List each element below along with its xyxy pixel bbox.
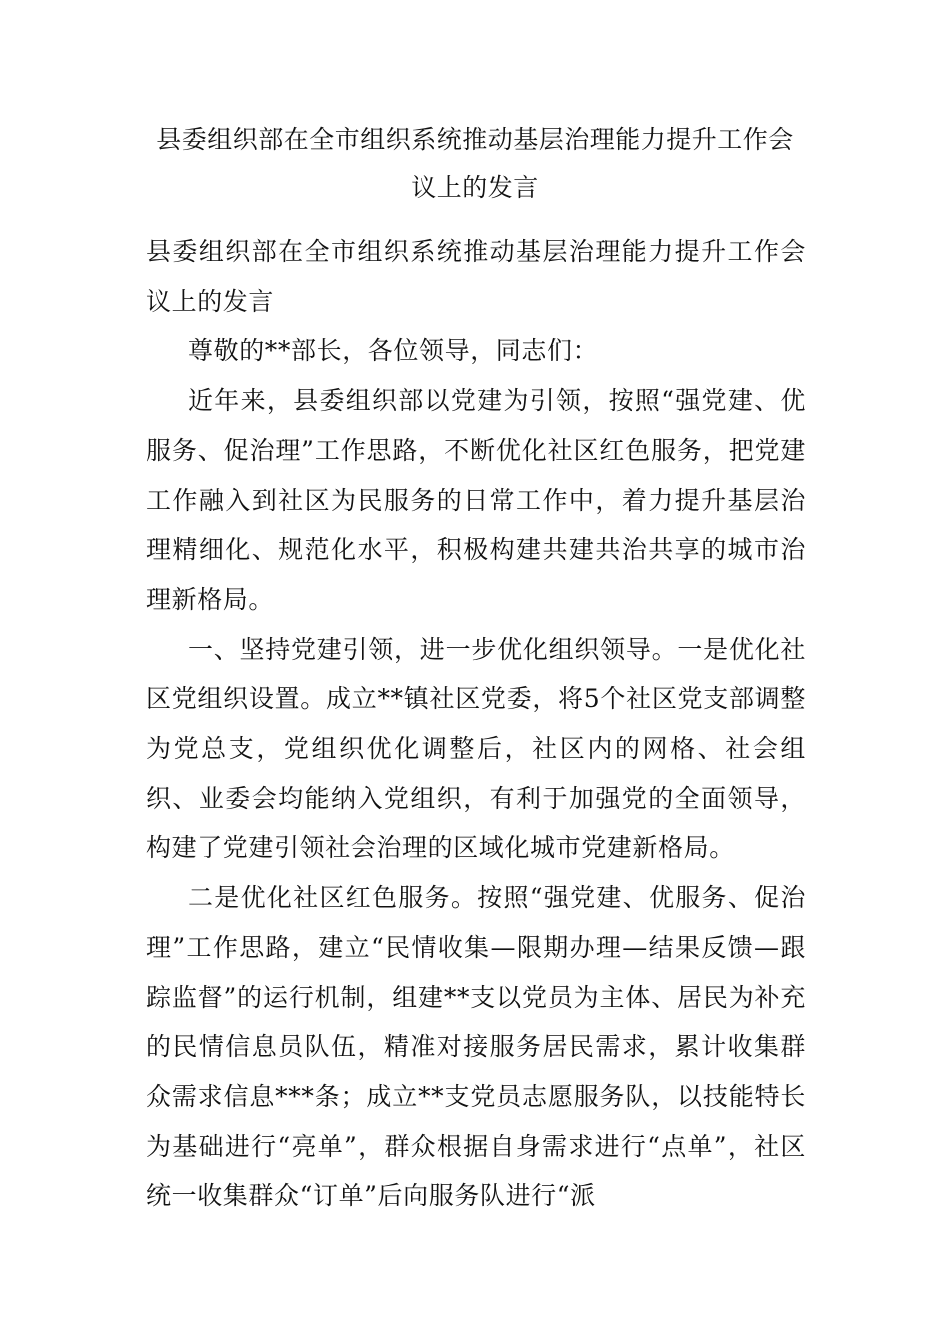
title-line-2: 议上的发言 — [411, 173, 539, 202]
paragraph-section-one: 一、坚持党建引领，进一步优化组织领导。一是优化社区党组织设置。成立**镇社区党委，将5个社区党支部调整为党总支，党组织优化调整后，社区内的网格、社会组织、业委会均能纳入党组织，有利于加强党的全面领导，构建了党建引领社会治理的区域化城市党建新格局。 — [146, 634, 806, 863]
document-body — [146, 227, 806, 1221]
paragraph-section-two: 二是优化社区红色服务。按照“强党建、优服务、促治理”工作思路，建立“民情收集—限期办理—结果反馈—跟踪监督”的运行机制，组建**支以党员为主体、居民为补充的民情信息员队伍，精准对接服务居民需求，累计收集群众需求信息***条；成立**支党员志愿服务队，以技能特长为基础进行“亮单”，群众根据自身需求进行“点单”，社区统一收集群众“订单”后向服务队进行“派 — [146, 883, 806, 1211]
title-line-1: 县委组织部在全市组织系统推动基层治理能力提升工作会 — [156, 125, 794, 154]
paragraph-intro: 近年来，县委组织部以党建为引领，按照“强党建、优服务、促治理”工作思路，不断优化社区红色服务，把党建工作融入到社区为民服务的日常工作中，着力提升基层治理精细化、规范化水平，积极构建共建共治共享的城市治理新格局。 — [146, 386, 806, 614]
repeat-title: 县委组织部在全市组织系统推动基层治理能力提升工作会议上的发言 — [146, 237, 806, 316]
document-title — [100, 116, 850, 212]
salutation: 尊敬的**部长，各位领导，同志们： — [188, 336, 599, 366]
